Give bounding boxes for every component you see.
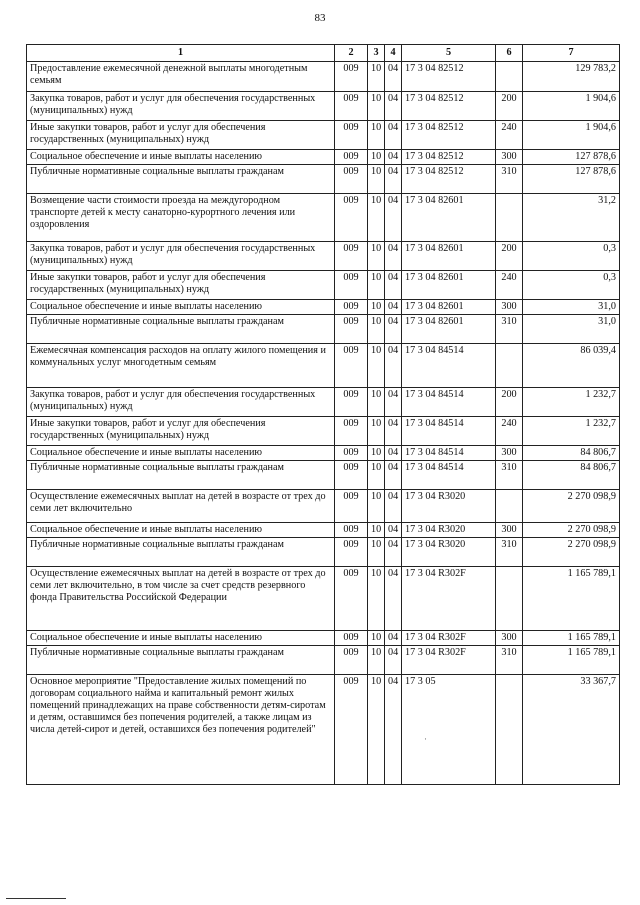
row-admin-code: 009 xyxy=(335,271,368,300)
row-amount: 1 904,6 xyxy=(523,92,620,121)
row-subsection: 04 xyxy=(385,242,402,271)
row-target-article: 17 3 04 82601 xyxy=(402,242,496,271)
row-expense-type: 310 xyxy=(496,646,523,675)
row-section: 10 xyxy=(368,446,385,461)
row-admin-code: 009 xyxy=(335,675,368,785)
table-header-row xyxy=(27,45,620,62)
row-section: 10 xyxy=(368,271,385,300)
row-name: Публичные нормативные социальные выплаты гражданам xyxy=(27,461,335,490)
row-section: 10 xyxy=(368,417,385,446)
table-row xyxy=(27,388,620,417)
row-target-article: 17 3 04 84514 xyxy=(402,417,496,446)
row-amount: 1 232,7 xyxy=(523,388,620,417)
row-expense-type xyxy=(496,490,523,523)
row-expense-type xyxy=(496,62,523,92)
row-target-article: 17 3 04 84514 xyxy=(402,461,496,490)
header-col-1: 1 xyxy=(27,45,335,62)
scan-mark: · xyxy=(424,734,427,744)
table-row xyxy=(27,242,620,271)
row-admin-code: 009 xyxy=(335,300,368,315)
row-section: 10 xyxy=(368,388,385,417)
table-row xyxy=(27,165,620,194)
row-target-article: 17 3 04 R3020 xyxy=(402,490,496,523)
row-name: Иные закупки товаров, работ и услуг для обеспечения государственных (муниципальных) нужд xyxy=(27,417,335,446)
row-name: Публичные нормативные социальные выплаты гражданам xyxy=(27,165,335,194)
row-target-article: 17 3 04 82601 xyxy=(402,271,496,300)
row-section: 10 xyxy=(368,461,385,490)
row-admin-code: 009 xyxy=(335,417,368,446)
row-subsection: 04 xyxy=(385,388,402,417)
row-admin-code: 009 xyxy=(335,490,368,523)
row-target-article: 17 3 04 82512 xyxy=(402,62,496,92)
row-section: 10 xyxy=(368,300,385,315)
table-row xyxy=(27,92,620,121)
row-target-article: 17 3 04 R3020 xyxy=(402,523,496,538)
table-row xyxy=(27,675,620,785)
row-section: 10 xyxy=(368,165,385,194)
row-expense-type: 240 xyxy=(496,121,523,150)
row-subsection: 04 xyxy=(385,315,402,344)
row-amount: 31,0 xyxy=(523,300,620,315)
row-target-article: 17 3 04 84514 xyxy=(402,344,496,388)
row-expense-type xyxy=(496,567,523,631)
row-admin-code: 009 xyxy=(335,242,368,271)
row-target-article: 17 3 04 84514 xyxy=(402,446,496,461)
table-row xyxy=(27,631,620,646)
row-subsection: 04 xyxy=(385,62,402,92)
row-section: 10 xyxy=(368,242,385,271)
row-amount: 33 367,7 xyxy=(523,675,620,785)
row-amount: 31,0 xyxy=(523,315,620,344)
row-section: 10 xyxy=(368,121,385,150)
table-row xyxy=(27,417,620,446)
row-target-article: 17 3 04 82512 xyxy=(402,150,496,165)
row-target-article: 17 3 04 82601 xyxy=(402,315,496,344)
row-subsection: 04 xyxy=(385,194,402,242)
row-target-article: 17 3 05 xyxy=(402,675,496,785)
table-row xyxy=(27,315,620,344)
row-admin-code: 009 xyxy=(335,92,368,121)
header-col-6: 6 xyxy=(496,45,523,62)
row-amount: 127 878,6 xyxy=(523,165,620,194)
row-expense-type: 310 xyxy=(496,315,523,344)
row-amount: 129 783,2 xyxy=(523,62,620,92)
row-name: Основное мероприятие "Предоставление жилых помещений по договорам социального найма и капитальный ремонт жилых помещений принадлежащих на праве собственности детям-сиротам и детям, оставшимся без попечения родителей, а также лицам из числа детей-сирот и детей, оставшихся без попечения родителей" xyxy=(27,675,335,785)
row-admin-code: 009 xyxy=(335,631,368,646)
row-amount: 2 270 098,9 xyxy=(523,490,620,523)
row-section: 10 xyxy=(368,150,385,165)
row-subsection: 04 xyxy=(385,165,402,194)
row-amount: 2 270 098,9 xyxy=(523,523,620,538)
row-target-article: 17 3 04 82512 xyxy=(402,121,496,150)
table-row xyxy=(27,567,620,631)
row-expense-type: 300 xyxy=(496,446,523,461)
row-section: 10 xyxy=(368,675,385,785)
row-name: Закупка товаров, работ и услуг для обеспечения государственных (муниципальных) нужд xyxy=(27,92,335,121)
table-row xyxy=(27,194,620,242)
row-subsection: 04 xyxy=(385,675,402,785)
row-expense-type: 300 xyxy=(496,523,523,538)
row-subsection: 04 xyxy=(385,150,402,165)
header-col-3: 3 xyxy=(368,45,385,62)
row-name: Социальное обеспечение и иные выплаты населению xyxy=(27,631,335,646)
row-expense-type: 300 xyxy=(496,150,523,165)
row-subsection: 04 xyxy=(385,92,402,121)
row-amount: 0,3 xyxy=(523,242,620,271)
row-expense-type: 240 xyxy=(496,271,523,300)
row-admin-code: 009 xyxy=(335,165,368,194)
row-subsection: 04 xyxy=(385,446,402,461)
row-target-article: 17 3 04 R3020 xyxy=(402,538,496,567)
table-row xyxy=(27,461,620,490)
row-admin-code: 009 xyxy=(335,388,368,417)
row-expense-type: 300 xyxy=(496,631,523,646)
row-amount: 1 232,7 xyxy=(523,417,620,446)
table-row xyxy=(27,271,620,300)
row-name: Закупка товаров, работ и услуг для обеспечения государственных (муниципальных) нужд xyxy=(27,242,335,271)
table-row xyxy=(27,150,620,165)
row-section: 10 xyxy=(368,567,385,631)
row-amount: 84 806,7 xyxy=(523,461,620,490)
row-name: Возмещение части стоимости проезда на междугородном транспорте детей к месту санаторно-курортного лечения или оздоровления xyxy=(27,194,335,242)
row-name: Социальное обеспечение и иные выплаты населению xyxy=(27,523,335,538)
row-expense-type: 200 xyxy=(496,92,523,121)
row-amount: 127 878,6 xyxy=(523,150,620,165)
table-row xyxy=(27,646,620,675)
header-col-4: 4 xyxy=(385,45,402,62)
row-admin-code: 009 xyxy=(335,461,368,490)
row-expense-type: 200 xyxy=(496,388,523,417)
row-target-article: 17 3 04 R302F xyxy=(402,646,496,675)
row-name: Ежемесячная компенсация расходов на оплату жилого помещения и коммунальных услуг многодетным семьям xyxy=(27,344,335,388)
row-subsection: 04 xyxy=(385,417,402,446)
header-col-7: 7 xyxy=(523,45,620,62)
row-expense-type: 310 xyxy=(496,538,523,567)
header-col-5: 5 xyxy=(402,45,496,62)
row-admin-code: 009 xyxy=(335,446,368,461)
table-row xyxy=(27,523,620,538)
footer-rule xyxy=(6,898,66,899)
row-amount: 86 039,4 xyxy=(523,344,620,388)
table-row xyxy=(27,121,620,150)
row-expense-type xyxy=(496,344,523,388)
row-subsection: 04 xyxy=(385,538,402,567)
row-section: 10 xyxy=(368,523,385,538)
row-admin-code: 009 xyxy=(335,315,368,344)
row-name: Социальное обеспечение и иные выплаты населению xyxy=(27,300,335,315)
row-admin-code: 009 xyxy=(335,121,368,150)
row-target-article: 17 3 04 82601 xyxy=(402,300,496,315)
row-admin-code: 009 xyxy=(335,150,368,165)
row-name: Публичные нормативные социальные выплаты гражданам xyxy=(27,538,335,567)
row-subsection: 04 xyxy=(385,567,402,631)
row-name: Осуществление ежемесячных выплат на детей в возрасте от трех до семи лет включительно xyxy=(27,490,335,523)
table-row xyxy=(27,490,620,523)
row-admin-code: 009 xyxy=(335,344,368,388)
row-expense-type: 200 xyxy=(496,242,523,271)
row-amount: 1 904,6 xyxy=(523,121,620,150)
row-expense-type: 300 xyxy=(496,300,523,315)
header-col-2: 2 xyxy=(335,45,368,62)
row-section: 10 xyxy=(368,62,385,92)
row-expense-type: 310 xyxy=(496,461,523,490)
row-name: Публичные нормативные социальные выплаты гражданам xyxy=(27,315,335,344)
row-target-article: 17 3 04 R302F xyxy=(402,567,496,631)
row-target-article: 17 3 04 82601 xyxy=(402,194,496,242)
row-section: 10 xyxy=(368,646,385,675)
row-section: 10 xyxy=(368,92,385,121)
row-subsection: 04 xyxy=(385,121,402,150)
row-amount: 1 165 789,1 xyxy=(523,631,620,646)
table-row xyxy=(27,300,620,315)
row-section: 10 xyxy=(368,538,385,567)
row-admin-code: 009 xyxy=(335,523,368,538)
row-subsection: 04 xyxy=(385,646,402,675)
table-row xyxy=(27,446,620,461)
row-target-article: 17 3 04 82512 xyxy=(402,92,496,121)
row-target-article: 17 3 04 R302F xyxy=(402,631,496,646)
row-section: 10 xyxy=(368,631,385,646)
row-subsection: 04 xyxy=(385,300,402,315)
row-subsection: 04 xyxy=(385,523,402,538)
row-expense-type xyxy=(496,194,523,242)
row-admin-code: 009 xyxy=(335,194,368,242)
table-row xyxy=(27,344,620,388)
row-amount: 1 165 789,1 xyxy=(523,567,620,631)
row-section: 10 xyxy=(368,344,385,388)
row-amount: 84 806,7 xyxy=(523,446,620,461)
row-name: Социальное обеспечение и иные выплаты населению xyxy=(27,150,335,165)
row-name: Иные закупки товаров, работ и услуг для обеспечения государственных (муниципальных) нужд xyxy=(27,271,335,300)
row-amount: 31,2 xyxy=(523,194,620,242)
page-number: 83 xyxy=(314,12,326,24)
row-section: 10 xyxy=(368,194,385,242)
row-name: Социальное обеспечение и иные выплаты населению xyxy=(27,446,335,461)
row-amount: 0,3 xyxy=(523,271,620,300)
row-subsection: 04 xyxy=(385,490,402,523)
row-section: 10 xyxy=(368,490,385,523)
table-row xyxy=(27,62,620,92)
row-amount: 2 270 098,9 xyxy=(523,538,620,567)
table-row xyxy=(27,538,620,567)
row-expense-type xyxy=(496,675,523,785)
row-admin-code: 009 xyxy=(335,646,368,675)
row-target-article: 17 3 04 82512 xyxy=(402,165,496,194)
row-subsection: 04 xyxy=(385,344,402,388)
row-admin-code: 009 xyxy=(335,538,368,567)
row-subsection: 04 xyxy=(385,461,402,490)
row-expense-type: 310 xyxy=(496,165,523,194)
row-expense-type: 240 xyxy=(496,417,523,446)
row-admin-code: 009 xyxy=(335,62,368,92)
budget-table xyxy=(26,44,620,785)
row-amount: 1 165 789,1 xyxy=(523,646,620,675)
row-name: Публичные нормативные социальные выплаты гражданам xyxy=(27,646,335,675)
row-name: Закупка товаров, работ и услуг для обеспечения государственных (муниципальных) нужд xyxy=(27,388,335,417)
row-section: 10 xyxy=(368,315,385,344)
row-name: Предоставление ежемесячной денежной выплаты многодетным семьям xyxy=(27,62,335,92)
row-name: Иные закупки товаров, работ и услуг для обеспечения государственных (муниципальных) нужд xyxy=(27,121,335,150)
row-admin-code: 009 xyxy=(335,567,368,631)
row-target-article: 17 3 04 84514 xyxy=(402,388,496,417)
row-name: Осуществление ежемесячных выплат на детей в возрасте от трех до семи лет включительно, в том числе за счет средств резервного фонда Правительства Российской Федерации xyxy=(27,567,335,631)
row-subsection: 04 xyxy=(385,631,402,646)
row-subsection: 04 xyxy=(385,271,402,300)
